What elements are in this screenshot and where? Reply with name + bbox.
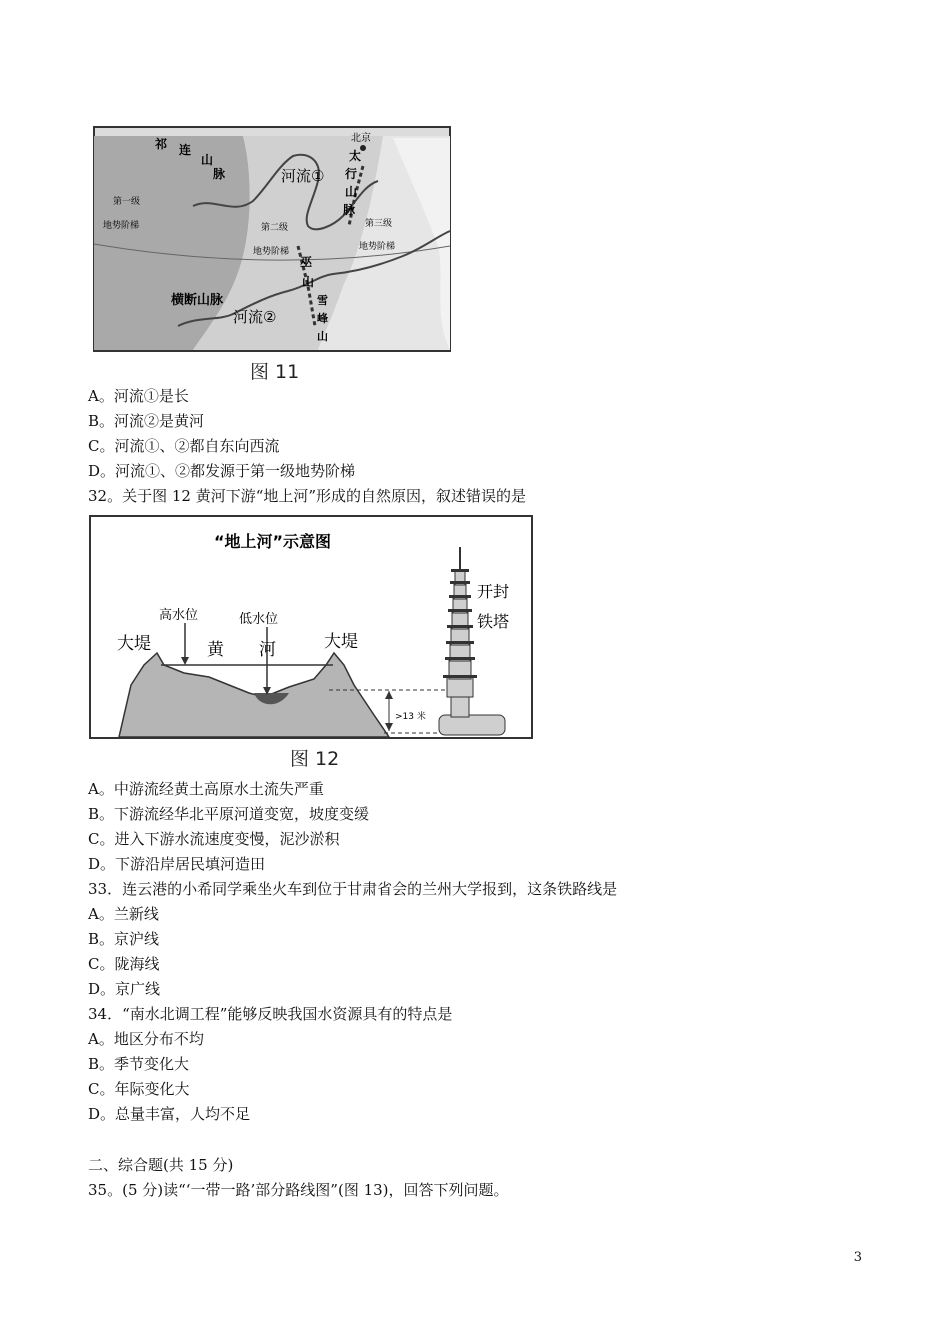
q32-stem: 32。关于图 12 黄河下游“地上河”形成的自然原因，叙述错误的是 xyxy=(88,487,527,505)
label-step1-b: 地势阶梯 xyxy=(103,221,140,231)
label-levee-left: 大堤 xyxy=(117,634,151,654)
q31-option-c: C。河流①、②都自东向西流 xyxy=(88,437,280,455)
q33-option-a: A。兰新线 xyxy=(88,905,159,923)
label-taihang-2: 行 xyxy=(345,167,358,181)
label-tower-2: 铁塔 xyxy=(477,612,510,631)
terrain-map xyxy=(93,126,451,352)
figure-11-caption: 图 11 xyxy=(250,361,300,383)
label-height: >13 米 xyxy=(395,712,426,722)
q35-stem: 35。(5 分)读“‘一带一路’部分路线图”(图 13)，回答下列问题。 xyxy=(88,1181,509,1199)
q31-option-d: D。河流①、②都发源于第一级地势阶梯 xyxy=(88,462,356,480)
q31-option-a: A。河流①是长 xyxy=(88,387,189,405)
label-step2-a: 第二级 xyxy=(261,223,289,233)
label-xuefeng-2: 峰 xyxy=(317,312,328,325)
label-tower-1: 开封 xyxy=(477,582,510,601)
label-xuefeng-1: 雪 xyxy=(317,294,328,307)
label-xuefeng-3: 山 xyxy=(317,330,328,343)
label-step3-a: 第三级 xyxy=(365,219,393,229)
label-qilian-4: 脉 xyxy=(213,167,226,181)
q33-option-b: B。京沪线 xyxy=(88,930,160,948)
figure-12-caption: 图 12 xyxy=(290,748,340,770)
q32-option-a: A。中游流经黄土高原水土流失严重 xyxy=(88,780,324,798)
fig12-title: “地上河”示意图 xyxy=(214,532,332,551)
q33-option-d: D。京广线 xyxy=(88,980,161,998)
label-qilian-1: 祁 xyxy=(155,137,168,151)
page-number: 3 xyxy=(853,1250,862,1265)
figure-12-diagram xyxy=(89,515,533,740)
above-ground-river-diagram xyxy=(89,515,533,740)
q32-option-d: D。下游沿岸居民填河造田 xyxy=(88,855,266,873)
q33-stem: 33．连云港的小希同学乘坐火车到位于甘肃省会的兰州大学报到，这条铁路线是 xyxy=(88,880,618,898)
label-step2-b: 地势阶梯 xyxy=(253,247,290,257)
q34-option-d: D。总量丰富，人均不足 xyxy=(88,1105,251,1123)
label-taihang-3: 山 xyxy=(345,185,358,199)
label-river-1: 河流① xyxy=(281,167,325,185)
label-qilian-2: 连 xyxy=(179,143,192,157)
label-river-2: 河流② xyxy=(233,308,277,326)
label-qilian-3: 山 xyxy=(201,153,214,167)
label-low-water: 低水位 xyxy=(239,612,279,627)
label-hengduan: 横断山脉 xyxy=(171,293,224,308)
label-taihang-1: 太 xyxy=(349,149,362,163)
q34-stem: 34．“南水北调工程”能够反映我国水资源具有的特点是 xyxy=(88,1005,453,1023)
q34-option-b: B。季节变化大 xyxy=(88,1055,190,1073)
q31-option-b: B。河流②是黄河 xyxy=(88,412,205,430)
figure-11-map xyxy=(93,126,451,352)
label-wushan-1: 巫 xyxy=(300,255,313,269)
label-wushan-2: 山 xyxy=(302,275,315,289)
label-high-water: 高水位 xyxy=(159,608,199,623)
label-step1-a: 第一级 xyxy=(113,197,141,207)
label-taihang-4: 脉 xyxy=(343,203,356,217)
label-beijing: 北京 xyxy=(351,133,371,144)
label-step3-b: 地势阶梯 xyxy=(359,242,396,252)
section-2-heading: 二、综合题(共 15 分) xyxy=(88,1156,234,1174)
q32-option-c: C。进入下游水流速度变慢，泥沙淤积 xyxy=(88,830,340,848)
label-river-he: 河 xyxy=(259,640,276,660)
q32-option-b: B。下游流经华北平原河道变宽，坡度变缓 xyxy=(88,805,370,823)
q34-option-a: A。地区分布不均 xyxy=(88,1030,204,1048)
label-river-huang: 黄 xyxy=(207,640,224,660)
label-levee-right: 大堤 xyxy=(324,632,358,652)
q33-option-c: C。陇海线 xyxy=(88,955,160,973)
q34-option-c: C。年际变化大 xyxy=(88,1080,190,1098)
